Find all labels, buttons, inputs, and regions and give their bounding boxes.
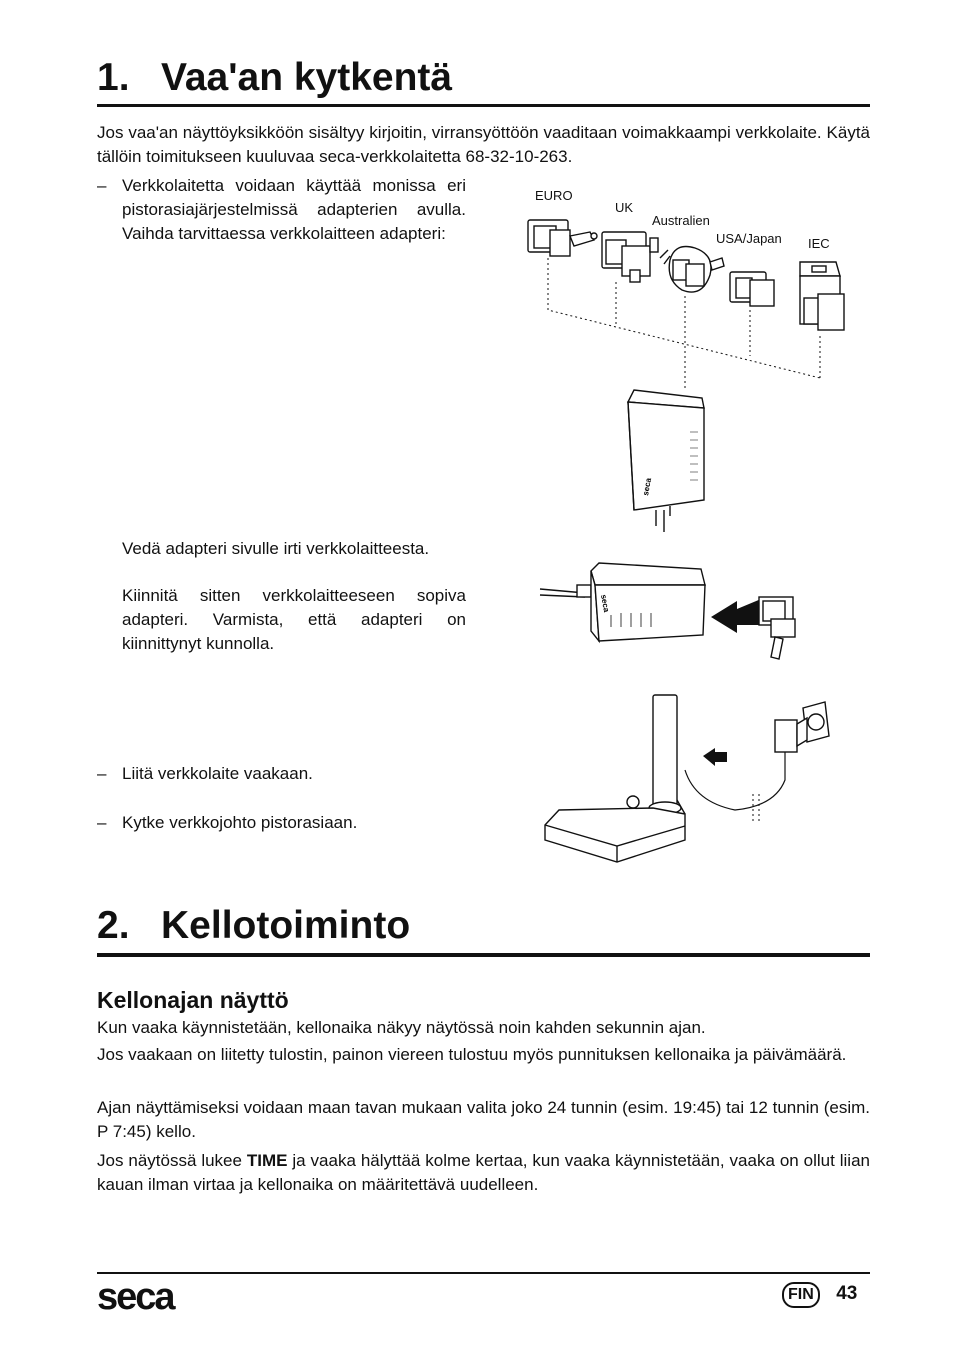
device-brand-text: seca bbox=[641, 477, 654, 497]
language-badge: FIN bbox=[782, 1282, 820, 1308]
clock-para-4 bbox=[97, 1149, 870, 1197]
adapters-illustration bbox=[510, 180, 860, 550]
section-1-rule bbox=[97, 104, 870, 107]
footer-rule bbox=[97, 1272, 870, 1274]
uk-adapter-icon bbox=[602, 232, 658, 282]
footer-language-page bbox=[782, 1282, 857, 1308]
clock-para-4-start: Jos näytössä lukee bbox=[97, 1151, 247, 1170]
para-pull-adapter: Vedä adapteri sivulle irti verkkolaitteesta. bbox=[122, 539, 430, 558]
label-uk: UK bbox=[615, 200, 634, 215]
label-usa-japan: USA/Japan bbox=[716, 231, 782, 246]
section-1-intro: Jos vaa'an näyttöyksikköön sisältyy kirjoitin, virransyöttöön vaaditaan voimakkaampi verkkolaite. Käytä tällöin toimitukseen kuuluvaa seca-verkkolaitetta 68-32-10-263. bbox=[97, 123, 870, 166]
attach-adapter-illustration bbox=[535, 555, 810, 670]
para-attach-adapter: Kiinnitä sitten verkkolaitteeseen sopiva adapteri. Varmista, että adapteri on kiinnittynyt kunnolla. bbox=[122, 586, 466, 653]
time-keyword: TIME bbox=[246, 1151, 288, 1170]
list-dash: – bbox=[97, 813, 107, 832]
list-item-plug-socket bbox=[97, 811, 466, 835]
australia-adapter-icon bbox=[660, 247, 724, 293]
section-2-title: Kellotoiminto bbox=[161, 904, 411, 947]
list-dash: – bbox=[97, 764, 107, 783]
connect-arrow-icon bbox=[703, 748, 727, 766]
section-1-title: Vaa'an kytkentä bbox=[161, 56, 453, 99]
section-1-heading bbox=[97, 56, 452, 100]
section-2-number: 2. bbox=[97, 904, 130, 947]
subsection-title: Kellonajan näyttö bbox=[97, 987, 289, 1013]
clock-para-3: Ajan näyttämiseksi voidaan maan tavan mukaan valita joko 24 tunnin (esim. 19:45) tai 12 tunnin (esim. P 7:45) kello. bbox=[97, 1098, 870, 1141]
euro-adapter-plug-icon bbox=[759, 597, 795, 659]
power-cable bbox=[685, 750, 785, 810]
euro-adapter-icon bbox=[528, 220, 597, 256]
label-iec: IEC bbox=[808, 236, 830, 251]
power-supply-top bbox=[591, 563, 705, 585]
list-item-adapters bbox=[97, 174, 466, 246]
list-item-text: Liitä verkkolaite vaakaan. bbox=[122, 764, 313, 783]
list-dash: – bbox=[97, 176, 107, 195]
power-supply-icon bbox=[628, 390, 704, 532]
usa-japan-adapter-icon bbox=[730, 272, 774, 306]
clock-para-2: Jos vaakaan on liitetty tulostin, painon viereen tulostuu myös punnituksen kellonaika ja päivämäärä. bbox=[97, 1045, 847, 1064]
direction-arrow-icon bbox=[711, 599, 761, 633]
clock-para-4-end: ja vaaka hälyttää kolme kertaa, kun vaaka käynnistetään, vaaka on ollut liian kauan ilman virtaa ja kellonaika on määritettävä uudelleen. bbox=[97, 1151, 870, 1194]
section-2-rule bbox=[97, 953, 870, 957]
clock-para-1: Kun vaaka käynnistetään, kellonaika näkyy näytössä noin kahden sekunnin ajan. bbox=[97, 1018, 706, 1037]
plug-power-supply-icon bbox=[775, 718, 807, 752]
list-item-connect-scale bbox=[97, 762, 466, 786]
page-number: 43 bbox=[836, 1283, 858, 1304]
section-1-number: 1. bbox=[97, 56, 130, 99]
scale-icon bbox=[545, 695, 685, 862]
power-supply-body bbox=[595, 585, 705, 641]
seca-logo: seca bbox=[97, 1276, 174, 1318]
list-item-text: Kytke verkkojohto pistorasiaan. bbox=[122, 813, 358, 832]
label-australien: Australien bbox=[652, 213, 710, 228]
section-2-heading bbox=[97, 904, 410, 948]
scale-connection-illustration bbox=[535, 690, 835, 870]
label-euro: EURO bbox=[535, 188, 573, 203]
list-item-text: Verkkolaitetta voidaan käyttää monissa eri pistorasiajärjestelmissä adapterien avulla. Vaihda tarvittaessa verkkolaitteen adapteri: bbox=[122, 176, 466, 243]
iec-adapter-icon bbox=[800, 262, 844, 330]
device-brand-text-2: seca bbox=[599, 593, 611, 613]
